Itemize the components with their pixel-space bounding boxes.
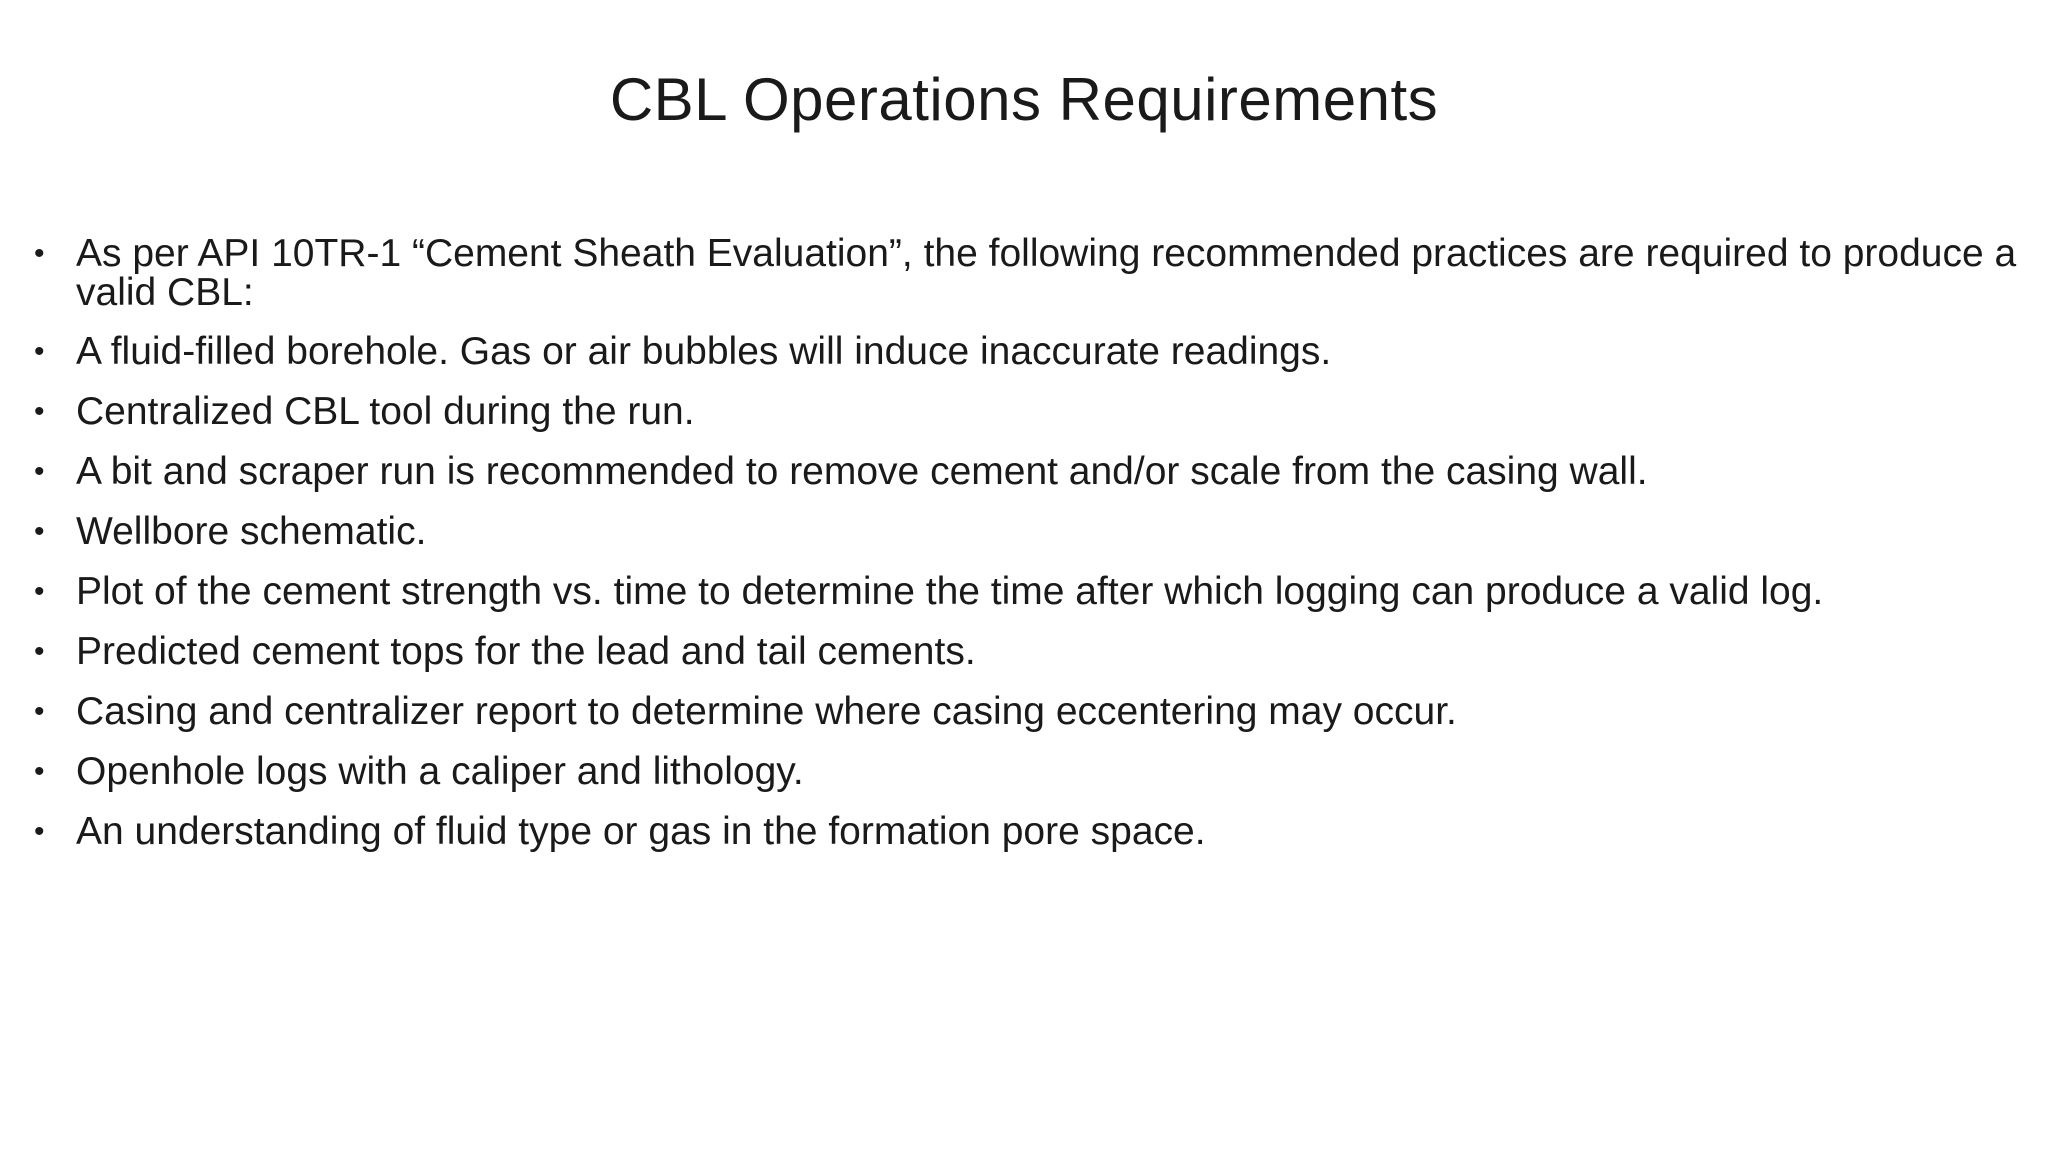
bullet-text: Openhole logs with a caliper and lithology. xyxy=(76,750,804,793)
bullet-text: Centralized CBL tool during the run. xyxy=(76,390,695,433)
bullet-icon: • xyxy=(34,395,45,428)
slide-title: CBL Operations Requirements xyxy=(609,66,1439,133)
bullet-icon: • xyxy=(34,515,45,548)
bullet-text: A bit and scraper run is recommended to remove cement and/or scale from the casing wall. xyxy=(76,450,1648,493)
bullet-icon: • xyxy=(34,335,45,368)
bullet-icon: • xyxy=(34,455,45,488)
bullet-icon: • xyxy=(34,755,45,788)
bullet-icon: • xyxy=(34,815,45,848)
bullet-icon: • xyxy=(34,575,45,608)
bullet-text: Casing and centralizer report to determine where casing eccentering may occur. xyxy=(76,690,1457,733)
list-item xyxy=(34,572,2034,611)
bullet-icon: • xyxy=(34,695,45,728)
bullet-text: As per API 10TR-1 “Cement Sheath Evaluation”, the following recommended practices are required to produce a valid CBL: xyxy=(76,232,2017,314)
bullet-text: A fluid-filled borehole. Gas or air bubbles will induce inaccurate readings. xyxy=(76,330,1332,373)
list-item xyxy=(34,512,2034,551)
list-item xyxy=(34,812,2034,851)
bullet-text: Predicted cement tops for the lead and tail cements. xyxy=(76,630,976,673)
bullet-text: Wellbore schematic. xyxy=(76,510,427,553)
list-item xyxy=(34,332,2034,371)
bullet-text: An understanding of fluid type or gas in the formation pore space. xyxy=(76,810,1206,853)
bullet-icon: • xyxy=(34,237,45,270)
list-item xyxy=(34,234,2034,312)
bullet-icon: • xyxy=(34,635,45,668)
list-item xyxy=(34,452,2034,491)
list-item xyxy=(34,752,2034,791)
list-item xyxy=(34,632,2034,671)
list-item xyxy=(34,692,2034,731)
list-item xyxy=(34,392,2034,431)
bullet-text: Plot of the cement strength vs. time to determine the time after which logging can produce a valid log. xyxy=(76,570,1824,613)
bullet-list xyxy=(34,234,2034,872)
